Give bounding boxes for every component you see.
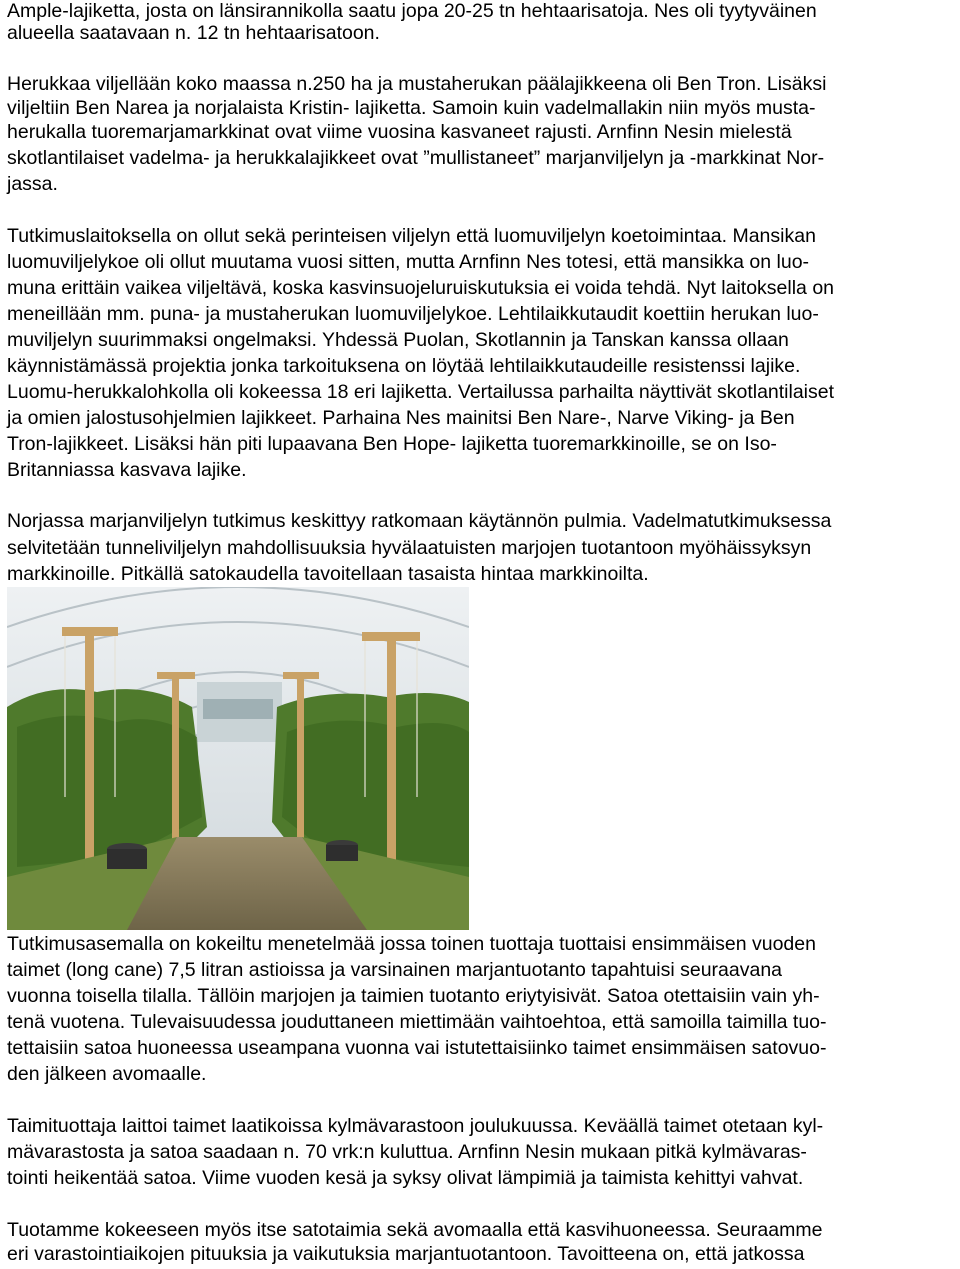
text-line: jassa. — [7, 173, 58, 195]
text-line: Tutkimuslaitoksella on ollut sekä perinteisen viljelyn että luomuviljelyn koetoimintaa. Mansikan — [7, 225, 816, 247]
text-line: markkinoille. Pitkällä satokaudella tavoitellaan tasaista hintaa markkinoilta. — [7, 563, 649, 585]
text-line: eri varastointiaikojen pituuksia ja vaikutuksia marjantuotantoon. Tavoitteena on, että jatkossa — [7, 1243, 805, 1265]
text-line: muviljelyn suurimmaksi ongelmaksi. Yhdessä Puolan, Skotlannin ja Tanskan kanssa ollaan — [7, 329, 789, 351]
text-line: selvitetään tunneliviljelyn mahdollisuuksia hyvälaatuisten marjojen tuotantoon myöhäissyksyn — [7, 537, 812, 559]
text-line: Tron-lajikkeet. Lisäksi hän piti lupaavana Ben Hope- lajiketta tuoremarkkinoille, se on Iso- — [7, 433, 777, 455]
text-line: tointi heikentää satoa. Viime vuoden kesä ja syksy olivat lämpimiä ja taimista kehittyi vahvat. — [7, 1167, 804, 1189]
text-line: Norjassa marjanviljelyn tutkimus keskittyy ratkomaan käytännön pulmia. Vadelmatutkimuksessa — [7, 510, 832, 532]
text-line: vuonna toisella tilalla. Tällöin marjojen ja taimien tuotanto eriytyisivät. Satoa otettaisiin vain yh- — [7, 985, 820, 1007]
text-line: luomuviljelykoe oli ollut muutama vuosi sitten, mutta Arnfinn Nes totesi, että mansikka on luo- — [7, 251, 810, 273]
text-line: meneillään mm. puna- ja mustaherukan luomuviljelykoe. Lehtilaikkutaudit koettiin herukan luo- — [7, 303, 819, 325]
text-line: Herukkaa viljellään koko maassa n.250 ha ja mustaherukan päälajikkeena oli Ben Tron. Lisäksi — [7, 73, 827, 95]
text-line: käynnistämässä projektia jonka tarkoituksena on löytää lehtilaikkutaudeille resistenssi lajike. — [7, 355, 801, 377]
text-line: Ample-lajiketta, josta on länsirannikolla saatu jopa 20-25 tn hehtaarisatoja. Nes oli tyytyväinen — [7, 0, 817, 22]
text-line: den jälkeen avomaalle. — [7, 1063, 207, 1085]
text-line: muna erittäin vaikea viljeltävä, koska kasvinsuojeluruiskutuksia ei voida tehdä. Nyt laitoksella on — [7, 277, 835, 299]
text-line: skotlantilaiset vadelma- ja herukkalajikkeet ovat ”mullistaneet” marjanviljelyn ja -markkinat Nor- — [7, 147, 825, 169]
text-line: Britanniassa kasvava lajike. — [7, 459, 247, 481]
text-line: mävarastosta ja satoa saadaan n. 70 vrk:n kuluttua. Arnfinn Nesin mukaan pitkä kylmävaras- — [7, 1141, 807, 1163]
text-line: herukalla tuoremarjamarkkinat ovat viime vuosina kasvaneet rajusti. Arnfinn Nesin mielestä — [7, 121, 792, 143]
text-line: Luomu-herukkalohkolla oli kokeessa 18 eri lajiketta. Vertailussa parhailta näyttivät skotlantilaiset — [7, 381, 835, 403]
raspberry-tunnel-photo — [7, 587, 469, 930]
text-line: tettaisiin satoa huoneessa useampana vuonna vai istutettaisiinko taimet ensimmäisen satovuo- — [7, 1037, 827, 1059]
text-line: taimet (long cane) 7,5 litran astioissa ja varsinainen marjantuotanto tapahtuisi seuraavana — [7, 959, 783, 981]
text-line: tenä vuotena. Tulevaisuudessa jouduttaneen miettimään vaihtoehtoa, että samoilla taimilla tuo- — [7, 1011, 827, 1033]
text-line: Tuotamme kokeeseen myös itse satotaimia sekä avomaalla että kasvihuoneessa. Seuraamme — [7, 1219, 823, 1241]
text-line: viljeltiin Ben Narea ja norjalaista Kristin- lajiketta. Samoin kuin vadelmallakin niin myös musta- — [7, 97, 816, 119]
text-line: Tutkimusasemalla on kokeiltu menetelmää jossa toinen tuottaja tuottaisi ensimmäisen vuoden — [7, 933, 816, 955]
text-line: Taimituottaja laittoi taimet laatikoissa kylmävarastoon joulukuussa. Keväällä taimet otetaan kyl- — [7, 1115, 824, 1137]
text-line: alueella saatavaan n. 12 tn hehtaarisatoon. — [7, 22, 380, 44]
text-line: ja omien jalostusohjelmien lajikkeet. Parhaina Nes mainitsi Ben Nare-, Narve Viking- ja Ben — [7, 407, 795, 429]
